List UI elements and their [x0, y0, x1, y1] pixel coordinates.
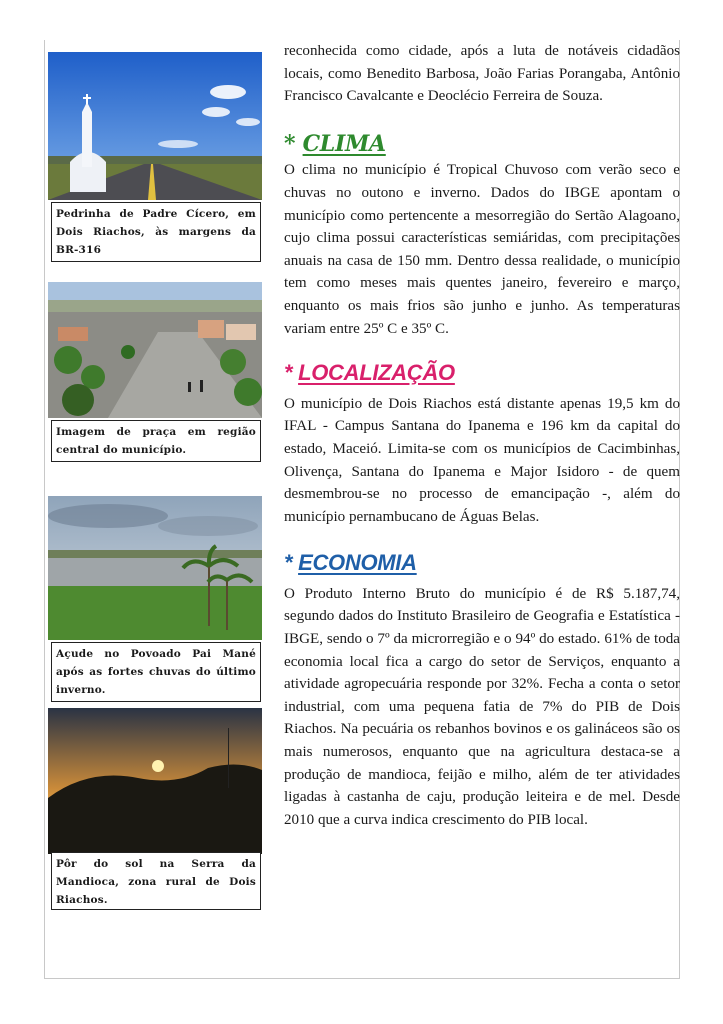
photo-caption: Pôr do sol na Serra da Mandioca, zona rural de Dois Riachos. — [51, 852, 261, 910]
localizacao-paragraph: O município de Dois Riachos está distante apenas 19,5 km do IFAL - Campus Santana do Ipanema e 196 km da capital do estado, Maceió. Limita-se com os municípios de Cacimbinhas, Olivença, Santana do Ipanema e Major Isidoro - de quem desmembrou-se no processo de emancipação -, além do município pernambucano de Águas Belas. — [284, 395, 680, 525]
photo-caption: Açude no Povoado Pai Mané após as fortes chuvas do último inverno. — [51, 642, 261, 702]
heading-label: LOCALIZAÇÃO — [298, 360, 455, 386]
heading-marker: * — [284, 360, 293, 386]
heading-label: ECONOMIA — [298, 550, 417, 576]
economia-paragraph: O Produto Interno Bruto do município é de R$ 5.187,74, segundo dados do Instituto Brasileiro de Geografia e Estatística - IBGE, sendo o 7º da microrregião e o 94º do estado. 61% de toda economia local fica a cargo do setor de Serviços, enquanto a atividade agropecuária responde por 32%. Fecha a conta o setor industrial, com uma pequena fatia de 7% do PIB de Dois Riachos. Na pecuária os rebanhos bovinos e os galináceos são os mais numerosos, enquanto que na agricultura destaca-se a produção de mandioca, feijão e milho, além de ter atividades ligadas à castanha de caju, produção leiteira e de mel. Desde 2010 que a curva indica crescimento do PIB local. — [284, 585, 680, 828]
section-heading-clima — [284, 130, 680, 157]
heading-label: CLIMA — [302, 130, 386, 157]
section-heading-economia — [284, 552, 680, 575]
sunset-hills-photo — [48, 708, 262, 854]
article-body — [284, 40, 680, 831]
town-square-photo — [48, 282, 262, 418]
reservoir-photo — [48, 496, 262, 640]
church-road-photo — [48, 52, 262, 200]
photo-caption: Pedrinha de Padre Cícero, em Dois Riachos, às margens da BR-316 — [51, 202, 261, 262]
intro-paragraph: reconhecida como cidade, após a luta de notáveis cidadãos locais, como Benedito Barbosa, João Farias Porangaba, Antônio Francisco Cavalcante e Deoclécio Ferreira de Souza. — [284, 43, 680, 105]
heading-marker: * — [284, 130, 296, 157]
section-heading-localizacao — [284, 362, 680, 385]
clima-paragraph: O clima no município é Tropical Chuvoso com verão seco e chuvas no outono e inverno. Dados do IBGE apontam o município como pertencente a mesorregião do Sertão Alagoano, cujo clima possui características semiáridas, com precipitações anuais na casa de 150 mm. Dentro dessa realidade, o município tem como meses mais quentes janeiro, fevereiro e março, enquanto os mais frios são junho e junho. As temperaturas variam entre 25º C e 35º C. — [284, 162, 680, 337]
heading-marker: * — [284, 550, 293, 576]
photo-caption: Imagem de praça em região central do município. — [51, 420, 261, 462]
